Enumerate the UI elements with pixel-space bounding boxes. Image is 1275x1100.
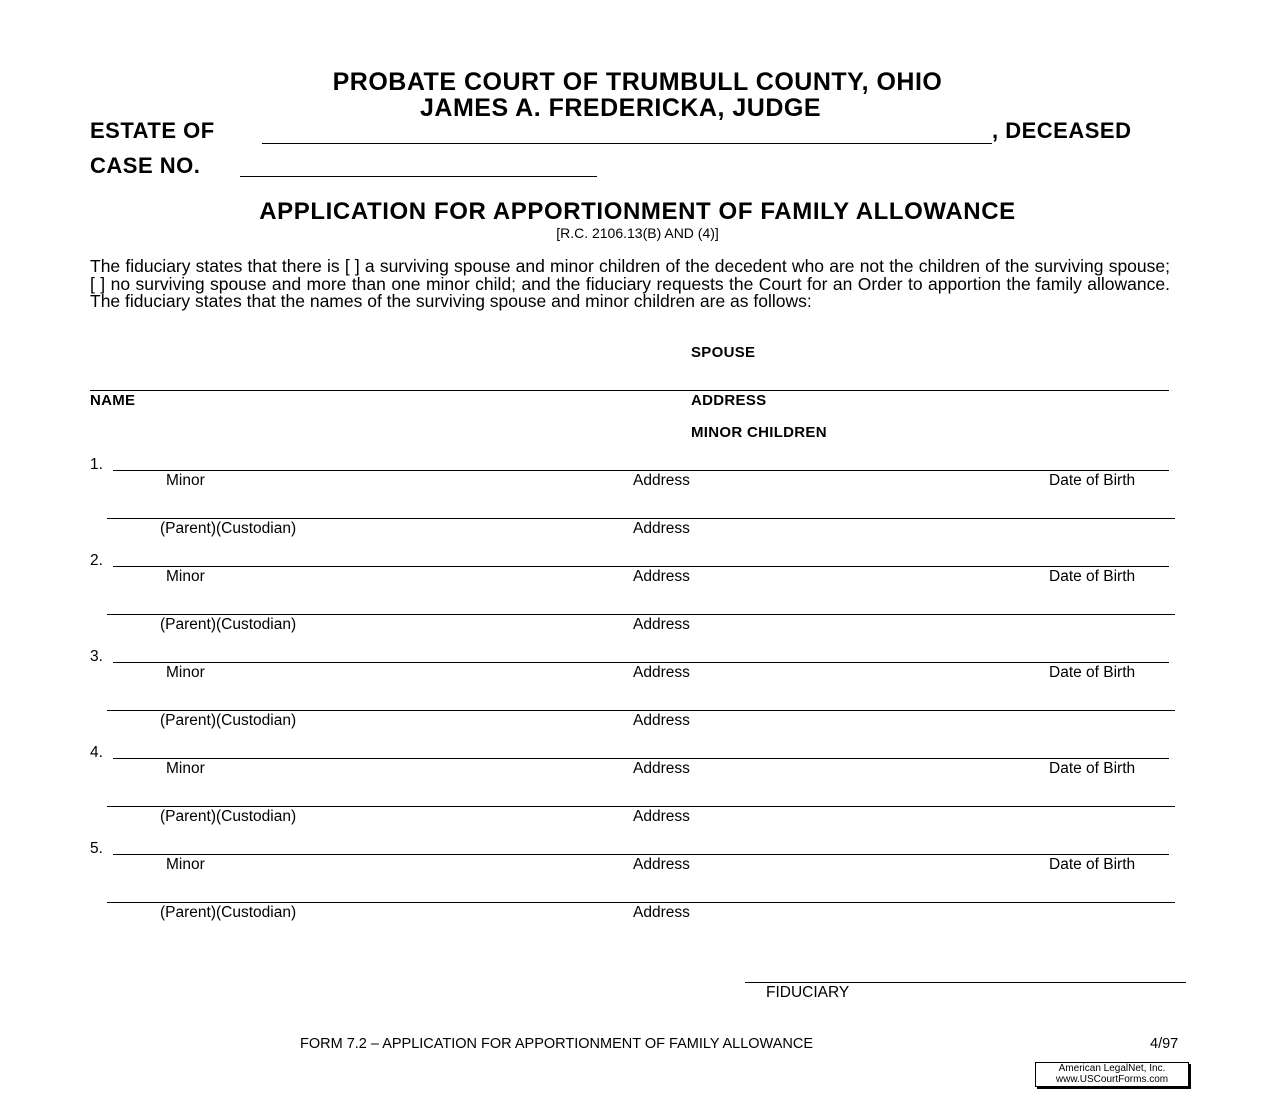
- spouse-line[interactable]: [90, 390, 1169, 391]
- fiduciary-label: FIDUCIARY: [766, 984, 850, 1001]
- fiduciary-statement: The fiduciary states that there is [ ] a surviving spouse and minor children of the decedent who are not the children of the surviving spouse; [ ] no surviving spouse and more than one minor child; and the fiduciary requests the Court for an Order to apportion the family allowance. The fiduciary states that the names of the surviving spouse and minor children are as follows:: [90, 256, 1170, 311]
- guardian-line[interactable]: [107, 902, 1175, 903]
- guardian-address-label: Address: [633, 520, 690, 537]
- form-footer-name: FORM 7.2 – APPLICATION FOR APPORTIONMENT OF FAMILY ALLOWANCE: [300, 1036, 813, 1052]
- minor-address-label: Address: [633, 664, 690, 681]
- minor-address-label: Address: [633, 760, 690, 777]
- minor-line[interactable]: [113, 662, 1169, 663]
- minor-address-label: Address: [633, 568, 690, 585]
- deceased-label: , DECEASED: [992, 118, 1132, 143]
- guardian-label: (Parent)(Custodian): [160, 712, 297, 729]
- minor-label: Minor: [166, 568, 205, 585]
- guardian-label: (Parent)(Custodian): [160, 808, 297, 825]
- minor-label: Minor: [166, 664, 205, 681]
- date-of-birth-label: Date of Birth: [1049, 856, 1136, 873]
- estate-of-label: ESTATE OF: [90, 118, 215, 143]
- court-name: PROBATE COURT OF TRUMBULL COUNTY, OHIO: [332, 68, 943, 96]
- date-of-birth-label: Date of Birth: [1049, 664, 1136, 681]
- guardian-line[interactable]: [107, 614, 1175, 615]
- guardian-line[interactable]: [107, 710, 1175, 711]
- minor-line[interactable]: [113, 566, 1169, 567]
- child-number: 5.: [90, 840, 103, 857]
- form-title: APPLICATION FOR APPORTIONMENT OF FAMILY ALLOWANCE: [259, 198, 1016, 225]
- judge-name: JAMES A. FREDERICKA, JUDGE: [420, 94, 822, 122]
- minor-address-label: Address: [633, 472, 690, 489]
- child-number: 4.: [90, 744, 103, 761]
- form-revision: 4/97: [1150, 1036, 1179, 1052]
- spouse-name-label: NAME: [90, 392, 136, 409]
- estate-name-field[interactable]: [262, 143, 992, 144]
- case-no-label: CASE NO.: [90, 153, 201, 178]
- guardian-line[interactable]: [107, 518, 1175, 519]
- child-number: 3.: [90, 648, 103, 665]
- guardian-label: (Parent)(Custodian): [160, 904, 297, 921]
- publisher-url[interactable]: www.USCourtForms.com: [1055, 1073, 1169, 1085]
- child-number: 2.: [90, 552, 103, 569]
- minor-label: Minor: [166, 472, 205, 489]
- minor-line[interactable]: [113, 758, 1169, 759]
- guardian-label: (Parent)(Custodian): [160, 520, 297, 537]
- date-of-birth-label: Date of Birth: [1049, 760, 1136, 777]
- date-of-birth-label: Date of Birth: [1049, 568, 1136, 585]
- guardian-address-label: Address: [633, 904, 690, 921]
- minor-line[interactable]: [113, 470, 1169, 471]
- date-of-birth-label: Date of Birth: [1049, 472, 1136, 489]
- fiduciary-signature-line[interactable]: [745, 982, 1186, 983]
- guardian-address-label: Address: [633, 808, 690, 825]
- publisher-name: American LegalNet, Inc.: [1058, 1063, 1166, 1074]
- spouse-address-label: ADDRESS: [691, 392, 767, 409]
- guardian-address-label: Address: [633, 712, 690, 729]
- guardian-label: (Parent)(Custodian): [160, 616, 297, 633]
- guardian-address-label: Address: [633, 616, 690, 633]
- minor-line[interactable]: [113, 854, 1169, 855]
- guardian-line[interactable]: [107, 806, 1175, 807]
- minor-label: Minor: [166, 760, 205, 777]
- minor-children-heading: MINOR CHILDREN: [691, 424, 827, 441]
- spouse-heading: SPOUSE: [691, 344, 756, 361]
- statute-citation: [R.C. 2106.13(B) AND (4)]: [556, 225, 719, 241]
- child-number: 1.: [90, 456, 103, 473]
- publisher-credit: [1035, 1062, 1189, 1087]
- minor-label: Minor: [166, 856, 205, 873]
- minor-address-label: Address: [633, 856, 690, 873]
- case-no-field[interactable]: [240, 176, 597, 177]
